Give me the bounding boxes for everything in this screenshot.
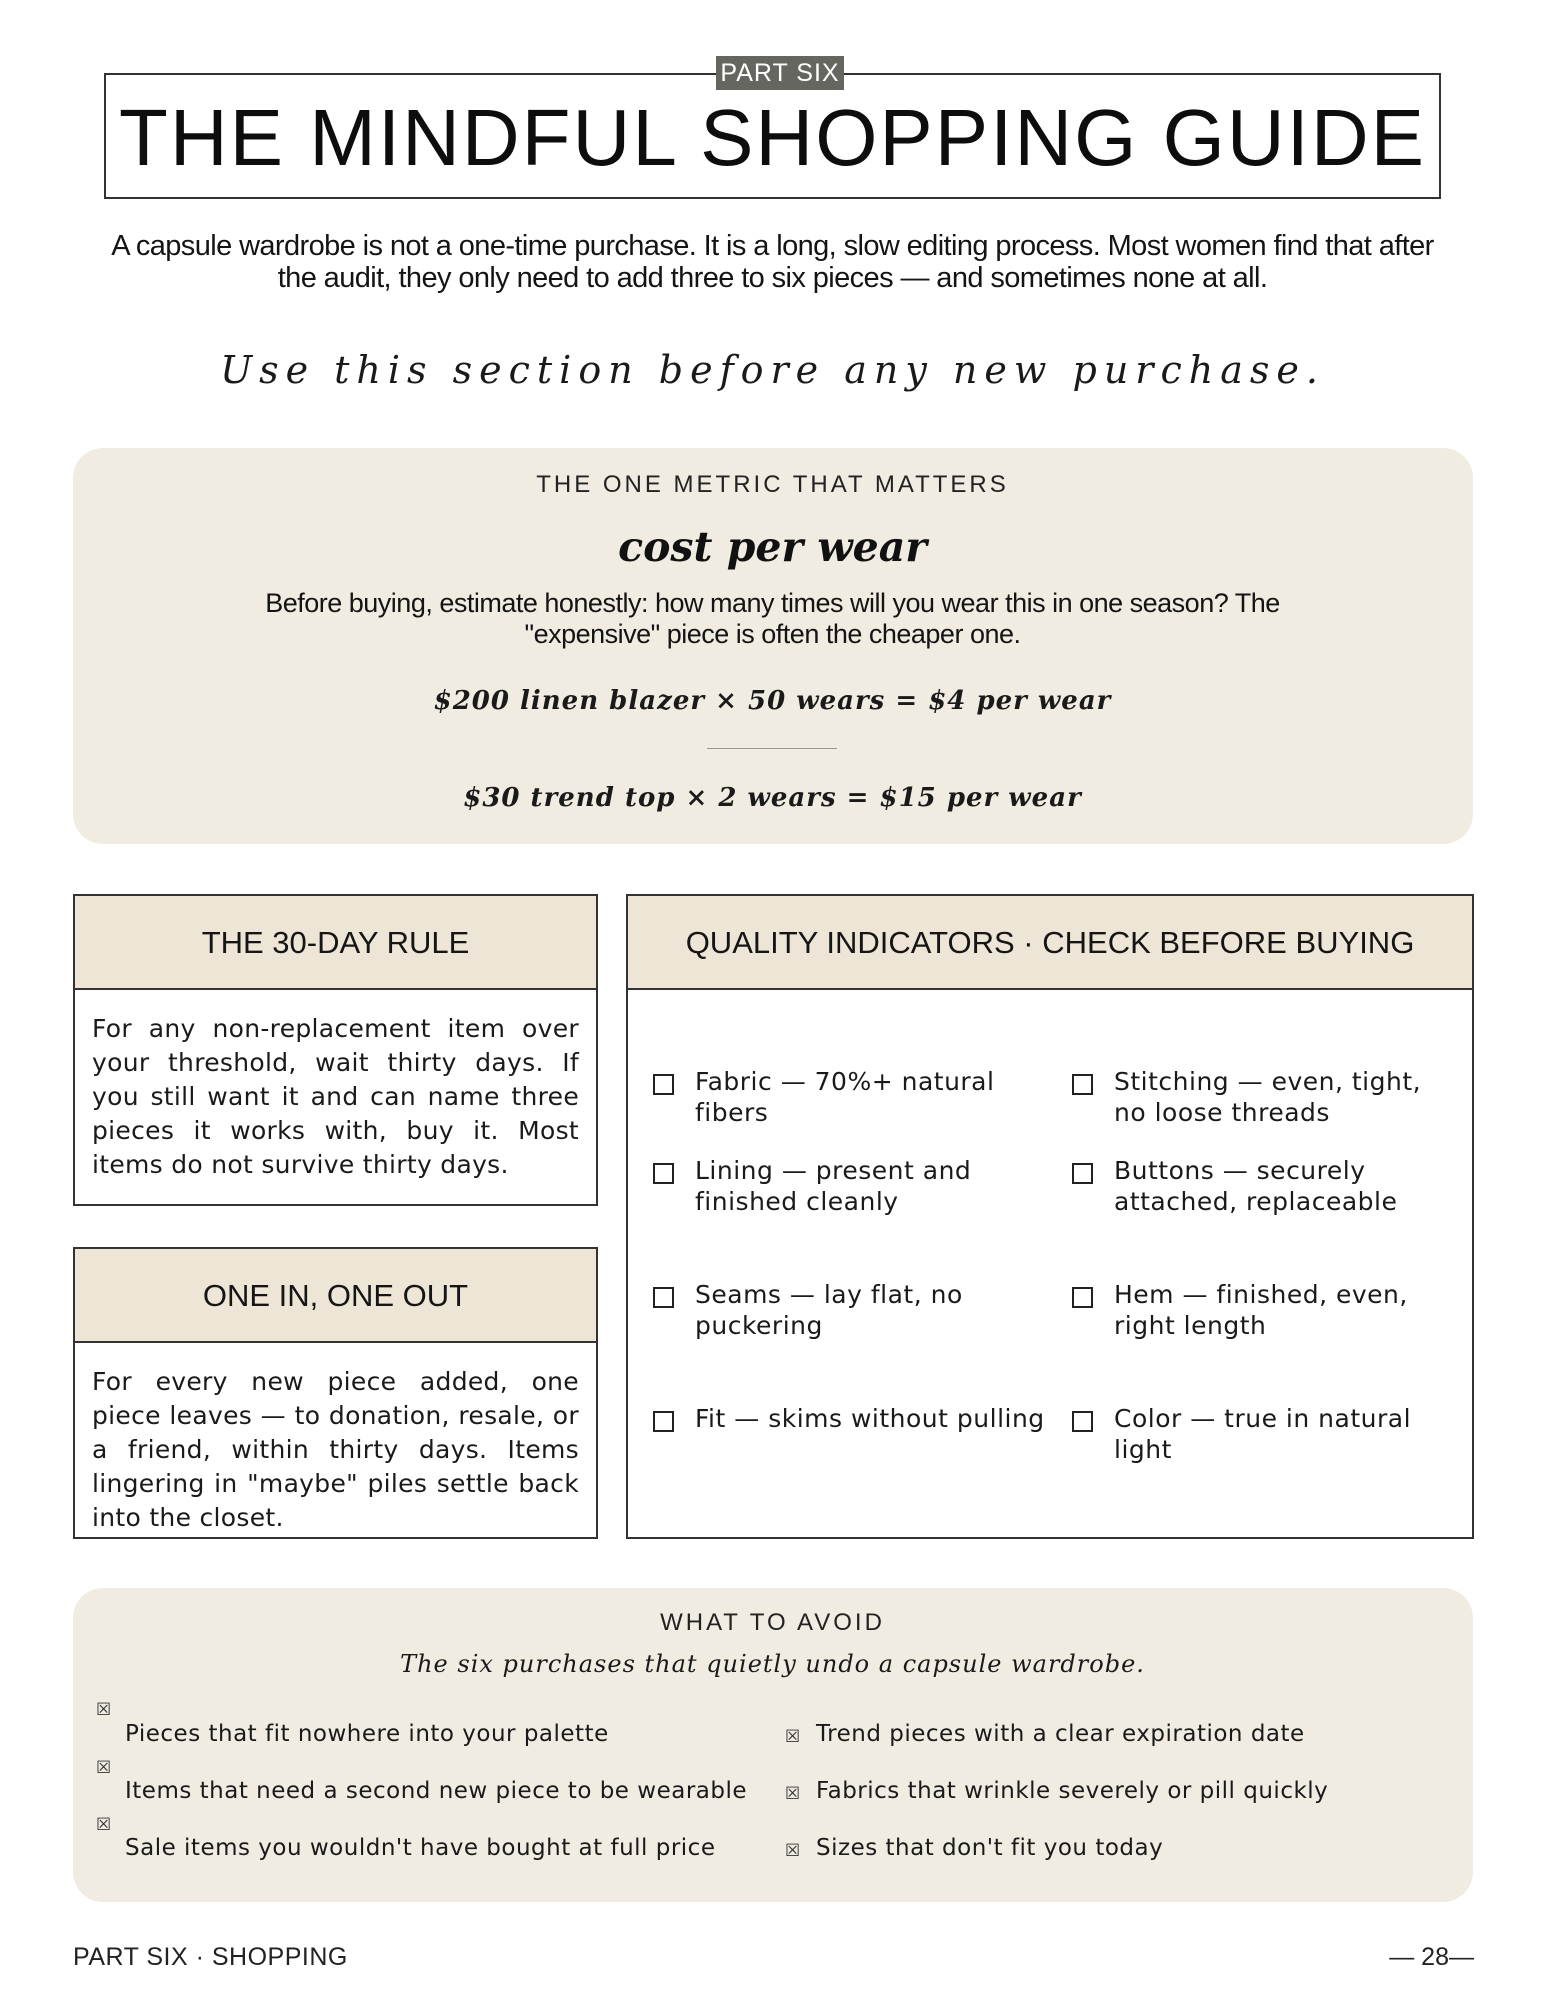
x-box-icon: ☒: [785, 1784, 801, 1804]
thirty-day-rule-body: For any non-replacement item over your threshold, wait thirty days. If you still want it and can name three pieces it works with, buy it. Most items do not survive thirty days.: [92, 1014, 579, 1179]
example-expensive: $200 linen blazer × 50 wears = $4 per wear: [433, 686, 1112, 716]
checklist-item-label: Color — true in natural light: [1114, 1404, 1412, 1464]
checkbox-icon[interactable]: [653, 1411, 674, 1432]
checklist-item-label: Seams — lay flat, no puckering: [695, 1280, 963, 1340]
checklist-item-label: Lining — present and finished cleanly: [695, 1156, 972, 1216]
thirty-day-rule-title: THE 30-DAY RULE: [75, 896, 596, 990]
x-box-icon: ☒: [96, 1700, 112, 1720]
page-title: THE MINDFUL SHOPPING GUIDE: [119, 93, 1426, 182]
x-box-icon: ☒: [785, 1841, 801, 1861]
avoid-item: Pieces that fit nowhere into your palette: [125, 1721, 609, 1747]
checkbox-icon[interactable]: [1072, 1163, 1093, 1184]
instruction-line: Use this section before any new purchase.: [220, 348, 1325, 392]
example-divider: [707, 748, 837, 749]
x-box-icon: ☒: [96, 1815, 112, 1835]
avoid-subtitle: The six purchases that quietly undo a capsule wardrobe.: [400, 1650, 1145, 1678]
checklist-item-label: Buttons — securely attached, replaceable: [1114, 1156, 1398, 1216]
x-box-icon: ☒: [96, 1758, 112, 1778]
checkbox-icon[interactable]: [653, 1074, 674, 1095]
avoid-eyebrow: WHAT TO AVOID: [660, 1609, 885, 1636]
checkbox-icon[interactable]: [1072, 1411, 1093, 1432]
metric-title: cost per wear: [618, 523, 927, 571]
one-in-one-out-title: ONE IN, ONE OUT: [75, 1249, 596, 1343]
avoid-item: Items that need a second new piece to be wearable: [125, 1778, 748, 1804]
checkbox-icon[interactable]: [653, 1163, 674, 1184]
footer-section-label: PART SIX · SHOPPING: [73, 1943, 348, 1971]
quality-indicators-title: QUALITY INDICATORS · CHECK BEFORE BUYING: [628, 896, 1472, 990]
checkbox-icon[interactable]: [1072, 1074, 1093, 1095]
metric-body: Before buying, estimate honestly: how many times will you wear this in one season? The "expensive" piece is often the cheaper one.: [265, 588, 1280, 649]
avoid-item: Fabrics that wrinkle severely or pill quickly: [816, 1778, 1329, 1804]
x-box-icon: ☒: [785, 1727, 801, 1747]
quality-indicators-card: [626, 894, 1474, 1539]
one-in-one-out-card: [73, 1247, 598, 1539]
one-in-one-out-body: For every new piece added, one piece leaves — to donation, resale, or a friend, within thirty days. Items lingering in "maybe" piles settle back into the closet.: [92, 1367, 579, 1532]
checklist-item-label: Hem — finished, even, right length: [1114, 1280, 1408, 1340]
intro-paragraph: A capsule wardrobe is not a one-time purchase. It is a long, slow editing process. Most women find that after the audit, they only need to add three to six pieces — and sometimes none at all.: [111, 230, 1434, 294]
checklist-item-label: Stitching — even, tight, no loose threads: [1114, 1067, 1422, 1127]
thirty-day-rule-card: [73, 894, 598, 1206]
metric-eyebrow: THE ONE METRIC THAT MATTERS: [536, 471, 1009, 498]
checklist-item-label: Fabric — 70%+ natural fibers: [695, 1067, 995, 1127]
checklist-item-label: Fit — skims without pulling: [695, 1404, 1045, 1433]
example-cheap: $30 trend top × 2 wears = $15 per wear: [463, 783, 1082, 813]
checkbox-icon[interactable]: [653, 1287, 674, 1308]
page-number: — 28—: [1389, 1943, 1474, 1971]
avoid-item: Sale items you wouldn't have bought at full price: [125, 1835, 716, 1861]
avoid-item: Trend pieces with a clear expiration date: [816, 1721, 1305, 1747]
checkbox-icon[interactable]: [1072, 1287, 1093, 1308]
part-badge: PART SIX: [716, 56, 844, 90]
avoid-item: Sizes that don't fit you today: [816, 1835, 1164, 1861]
